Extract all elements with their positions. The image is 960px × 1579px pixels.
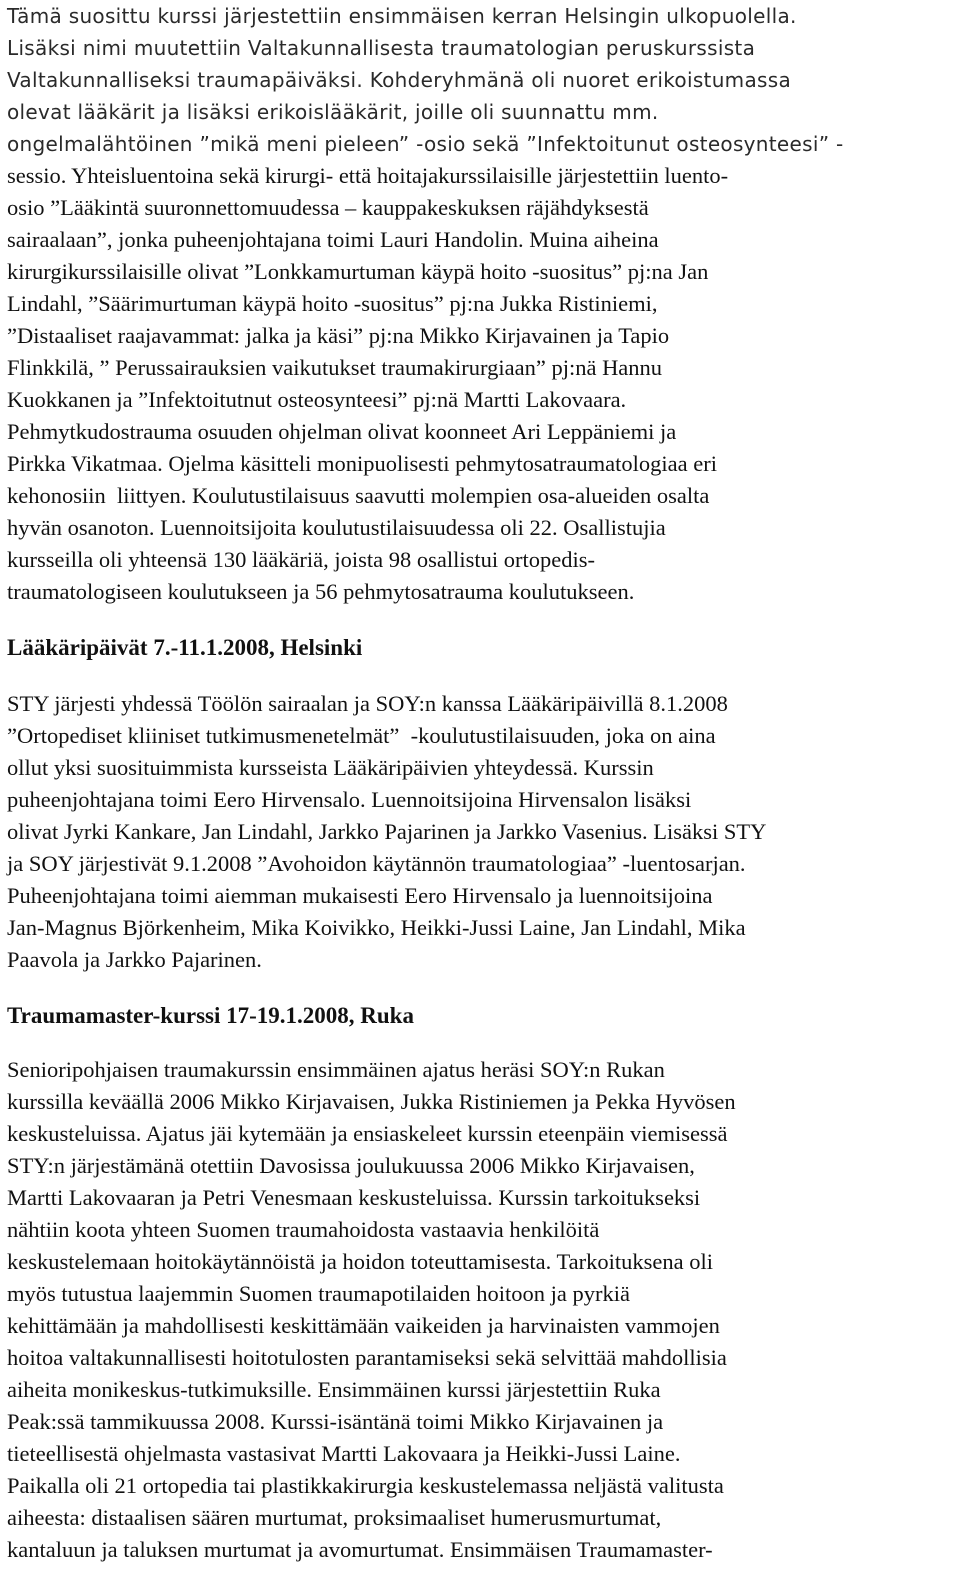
spacer: [7, 1032, 953, 1054]
paragraph-line: aiheita monikeskus-tutkimuksille. Ensimmäinen kurssi järjestettiin Ruka: [7, 1377, 661, 1402]
paragraph-line: keskusteluissa. Ajatus jäi kytemään ja ensiaskeleet kurssin eteenpäin viemisessä: [7, 1121, 728, 1146]
paragraph-line: Lindahl, ”Säärimurtuman käypä hoito -suositus” pj:na Jukka Ristiniemi,: [7, 291, 658, 316]
paragraph-line: myös tutustua laajemmin Suomen traumapotilaiden hoitoon ja pyrkiä: [7, 1281, 631, 1306]
paragraph-line: olevat lääkärit ja lisäksi erikoislääkärit, joille oli suunnattu mm.: [7, 100, 659, 124]
paragraph-line: puheenjohtajana toimi Eero Hirvensalo. Luennoitsijoina Hirvensalon lisäksi: [7, 787, 692, 812]
paragraph-line: Pirkka Vikatmaa. Ojelma käsitteli monipuolisesti pehmytosatraumatologiaa eri: [7, 451, 717, 476]
paragraph-line: ja SOY järjestivät 9.1.2008 ”Avohoidon käytännön traumatologiaa” -luentosarjan.: [7, 851, 746, 876]
spacer: [7, 664, 953, 688]
paragraph-line: keskustelemaan hoitokäytännöistä ja hoidon toteuttamisesta. Tarkoituksena oli: [7, 1249, 713, 1274]
paragraph-line: Tämä suosittu kurssi järjestettiin ensimmäisen kerran Helsingin ulkopuolella.: [7, 4, 797, 28]
paragraph-line: Martti Lakovaaran ja Petri Venesmaan keskusteluissa. Kurssin tarkoitukseksi: [7, 1185, 701, 1210]
paragraph-line: Puheenjohtajana toimi aiemman mukaisesti Eero Hirvensalo ja luennoitsijoina: [7, 883, 713, 908]
paragraph-line: ongelmalähtöinen ”mikä meni pieleen” -osio sekä ”Infektoitunut osteosynteesi” -: [7, 132, 844, 156]
paragraph-line: Lisäksi nimi muutettiin Valtakunnallisesta traumatologian peruskurssista: [7, 36, 756, 60]
intro-paragraph: [7, 0, 953, 608]
paragraph-line: Flinkkilä, ” Perussairauksien vaikutukset traumakirurgiaan” pj:nä Hannu: [7, 355, 663, 380]
spacer: [7, 976, 953, 1000]
paragraph-line: aiheesta: distaalisen säären murtumat, proksimaaliset humerusmurtumat,: [7, 1505, 662, 1530]
paragraph-line: Valtakunnalliseksi traumapäiväksi. Kohderyhmänä oli nuoret erikoistumassa: [7, 68, 791, 92]
paragraph-line: Pehmytkudostrauma osuuden ohjelman olivat koonneet Ari Leppäniemi ja: [7, 419, 677, 444]
paragraph-line: Senioripohjaisen traumakurssin ensimmäinen ajatus heräsi SOY:n Rukan: [7, 1057, 665, 1082]
paragraph-line: osio ”Lääkintä suuronnettomuudessa – kauppakeskuksen räjähdyksestä: [7, 195, 649, 220]
spacer: [7, 608, 953, 632]
paragraph-line: STY:n järjestämänä otettiin Davosissa joulukuussa 2006 Mikko Kirjavaisen,: [7, 1153, 695, 1178]
paragraph-line: sessio. Yhteisluentoina sekä kirurgi- että hoitajakurssilaisille järjestettiin luento-: [7, 163, 729, 188]
section-traumamaster: [7, 1000, 953, 1566]
paragraph-line: nähtiin koota yhteen Suomen traumahoidosta vastaavia henkilöitä: [7, 1217, 600, 1242]
paragraph-line: hyvän osanoton. Luennoitsijoita koulutustilaisuudessa oli 22. Osallistujia: [7, 515, 666, 540]
paragraph-line: ”Distaaliset raajavammat: jalka ja käsi” pj:na Mikko Kirjavainen ja Tapio: [7, 323, 670, 348]
paragraph-line: kursseilla oli yhteensä 130 lääkäriä, joista 98 osallistui ortopedis-: [7, 547, 595, 572]
paragraph-line: kurssilla keväällä 2006 Mikko Kirjavaisen, Jukka Ristiniemen ja Pekka Hyvösen: [7, 1089, 736, 1114]
document-page: [7, 0, 953, 1566]
paragraph-line: kehonosiin liittyen. Koulutustilaisuus saavutti molempien osa-alueiden osalta: [7, 483, 710, 508]
paragraph-line: STY järjesti yhdessä Töölön sairaalan ja SOY:n kanssa Lääkäripäivillä 8.1.2008: [7, 691, 728, 716]
paragraph-line: olivat Jyrki Kankare, Jan Lindahl, Jarkko Pajarinen ja Jarkko Vasenius. Lisäksi STY: [7, 819, 767, 844]
paragraph-line: kirurgikurssilaisille olivat ”Lonkkamurtuman käypä hoito -suositus” pj:na Jan: [7, 259, 709, 284]
paragraph-line: Peak:ssä tammikuussa 2008. Kurssi-isäntänä toimi Mikko Kirjavainen ja: [7, 1409, 664, 1434]
paragraph-line: sairaalaan”, jonka puheenjohtajana toimi Lauri Handolin. Muina aiheina: [7, 227, 659, 252]
paragraph-line: tieteellisestä ohjelmasta vastasivat Martti Lakovaara ja Heikki-Jussi Laine.: [7, 1441, 681, 1466]
paragraph-line: Jan-Magnus Björkenheim, Mika Koivikko, Heikki-Jussi Laine, Jan Lindahl, Mika: [7, 915, 746, 940]
paragraph-line: Kuokkanen ja ”Infektoitutnut osteosynteesi” pj:nä Martti Lakovaara.: [7, 387, 627, 412]
paragraph-line: Paavola ja Jarkko Pajarinen.: [7, 947, 262, 972]
paragraph-line: traumatologiseen koulutukseen ja 56 pehmytosatrauma koulutukseen.: [7, 579, 635, 604]
paragraph-line: kantaluun ja taluksen murtumat ja avomurtumat. Ensimmäisen Traumamaster-: [7, 1537, 713, 1562]
paragraph-line: ollut yksi suosituimmista kursseista Lääkäripäivien yhteydessä. Kurssin: [7, 755, 654, 780]
paragraph-line: kehittämään ja mahdollisesti keskittämään vaikeiden ja harvinaisten vammojen: [7, 1313, 720, 1338]
paragraph-line: hoitoa valtakunnallisesti hoitotulosten parantamiseksi sekä selvittää mahdollisia: [7, 1345, 727, 1370]
section-laakaripaivat: [7, 632, 953, 976]
paragraph-line: ”Ortopediset kliiniset tutkimusmenetelmät” -koulutustilaisuuden, joka on aina: [7, 723, 716, 748]
section-heading: Traumamaster-kurssi 17-19.1.2008, Ruka: [7, 1003, 414, 1028]
paragraph-line: Paikalla oli 21 ortopedia tai plastikkakirurgia keskustelemassa neljästä valitusta: [7, 1473, 724, 1498]
section-heading: Lääkäripäivät 7.-11.1.2008, Helsinki: [7, 635, 363, 660]
